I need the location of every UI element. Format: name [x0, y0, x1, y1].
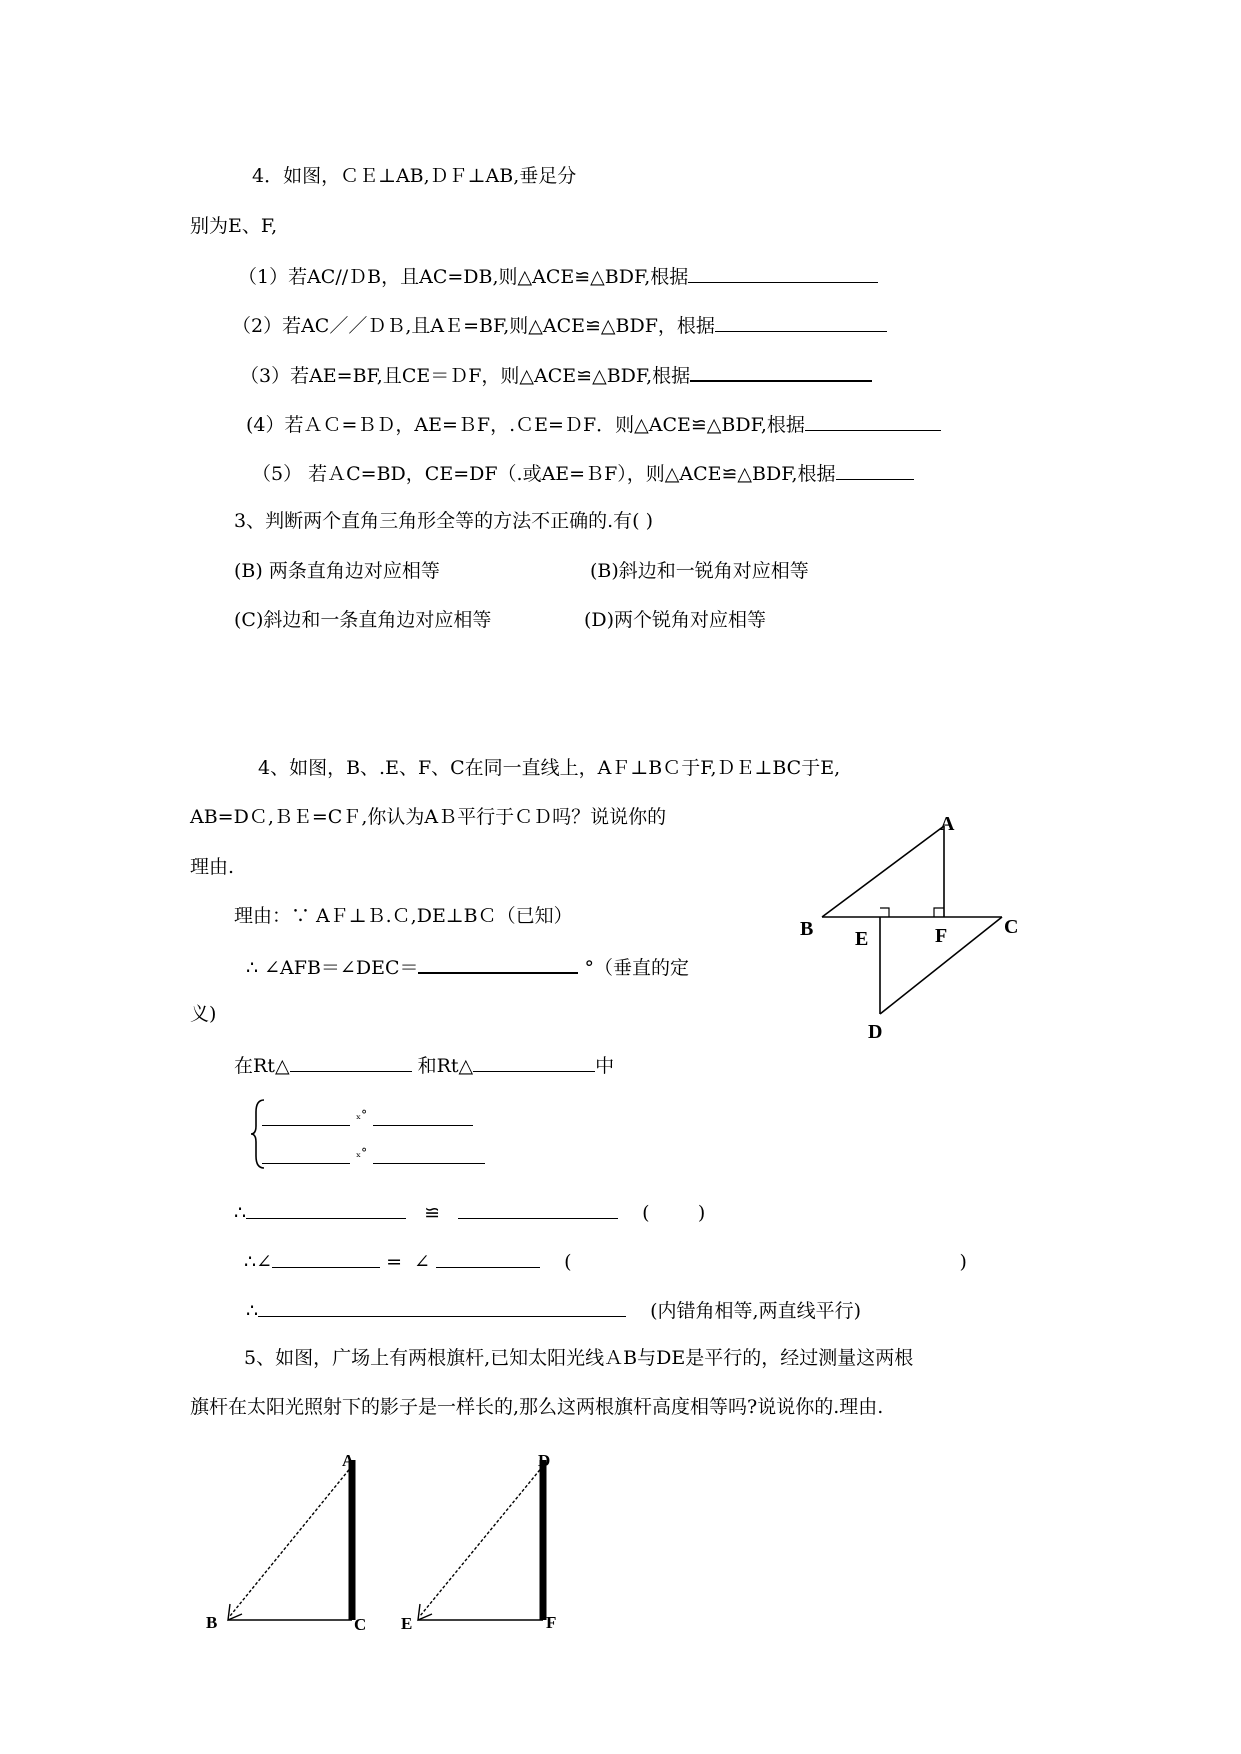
label-f: F — [546, 1613, 557, 1632]
q3-option-b[interactable]: (B)斜边和一锐角对应相等 — [590, 560, 809, 582]
q4b-line1: 4、如图，B、.E、F、C在同一直线上，AＦ⊥BＣ于F,ＤＥ⊥BC于E, — [258, 757, 841, 779]
q4b-reason: 理由：∵ AＦ⊥Ｂ.Ｃ,DE⊥BＣ（已知） — [234, 905, 573, 927]
separator: ₓ° — [356, 1108, 368, 1122]
q5-line1: 5、如图，广场上有两根旗杆,已知太阳光线ＡB与DE是平行的，经过测量这两根 — [244, 1347, 914, 1369]
q5-line2: 旗杆在太阳光照射下的影子是一样长的,那么这两根旗杆高度相等吗?说说你的.理由. — [190, 1396, 884, 1418]
q3-stem: 3、判断两个直角三角形全等的方法不正确的.有( ) — [234, 510, 653, 532]
label-f: F — [935, 925, 948, 947]
label-e: E — [401, 1614, 413, 1633]
angle2-eq: = ∠ — [386, 1251, 430, 1273]
q3-option-d[interactable]: (D)两个锐角对应相等 — [584, 609, 767, 631]
sunlight-ab — [230, 1466, 352, 1616]
paren-close: ) — [959, 1251, 967, 1273]
q4b-line3: 理由. — [190, 856, 235, 878]
therefore-symbol: ∴ — [234, 1202, 247, 1224]
q4b-line2: AB=DＣ,ＢＥ=CＦ,你认为AＢ平行于ＣＤ吗？说说你的 — [190, 806, 667, 828]
label-c: C — [1004, 916, 1019, 938]
label-a: A — [342, 1451, 355, 1470]
q4a-item-text: （2）若AC／／ＤＢ,且AＥ=BF,则△ACE≌△BDF，根据 — [232, 315, 715, 337]
angle-suffix: °（垂直的定 — [584, 957, 690, 979]
q3-option-a[interactable]: (B) 两条直角边对应相等 — [234, 560, 440, 582]
arrow-b — [228, 1604, 242, 1620]
rt-mid: 和Rt△ — [417, 1055, 474, 1077]
label-a: A — [940, 813, 955, 835]
arrow-e — [418, 1604, 432, 1620]
label-c: C — [354, 1615, 367, 1634]
final-reason: (内错角相等,两直线平行) — [650, 1300, 862, 1322]
q4a-item-text: （3）若AE=BF,且CE＝ＤF，则△ACE≌△BDF,根据 — [240, 365, 691, 387]
rt-suffix: 中 — [595, 1055, 615, 1077]
angle-prefix: ∴ ∠AFB＝∠DEC＝ — [246, 957, 419, 979]
rt-prefix: 在Rt△ — [234, 1055, 290, 1077]
congruent-paren: ( ) — [642, 1202, 706, 1224]
q4a-line2: 别为E、F, — [190, 215, 278, 237]
q4a-item-text: (4）若ＡＣ=ＢＤ，AE=ＢF，.ＣE=ＤF．则△ACE≌△BDF,根据 — [246, 414, 805, 436]
paren-open: ( — [564, 1251, 572, 1273]
q4a-item-text: （5） 若ＡC=BD，CE=DF（.或AE=ＢF），则△ACE≌△BDF,根据 — [252, 463, 836, 485]
congruent-symbol: ≌ — [424, 1202, 441, 1224]
label-e: E — [855, 928, 869, 950]
q4a-line1: 4．如图，ＣＥ⊥AB,ＤＦ⊥AB,垂足分 — [252, 165, 577, 187]
q4b-angle-cont: 义) — [190, 1003, 217, 1025]
sunlight-de — [420, 1466, 543, 1616]
q4a-item-text: （1）若AC//ＤB，且AC=DB,则△ACE≌△BDF,根据 — [238, 266, 689, 288]
label-b: B — [206, 1613, 218, 1632]
therefore-symbol: ∴ — [246, 1300, 259, 1322]
label-d: D — [868, 1021, 883, 1043]
label-d: D — [538, 1451, 551, 1470]
separator: ₓ° — [356, 1146, 368, 1160]
q3-option-c[interactable]: (C)斜边和一条直角边对应相等 — [234, 609, 492, 631]
angle2-prefix: ∴∠ — [244, 1251, 273, 1273]
label-b: B — [800, 918, 814, 940]
